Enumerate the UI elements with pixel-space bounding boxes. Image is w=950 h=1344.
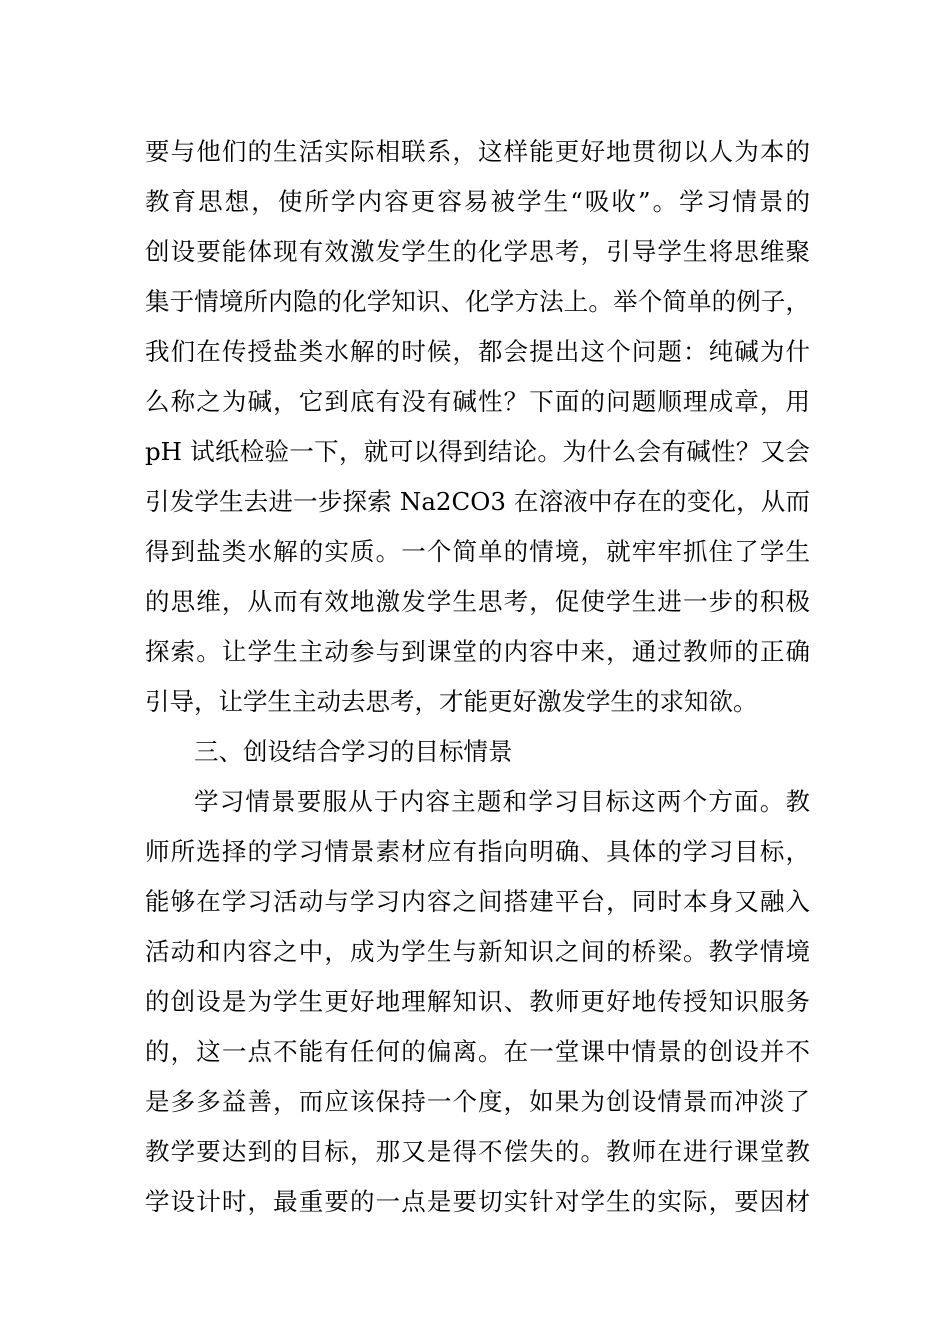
- text-line: 么称之为碱，它到底有没有碱性？下面的问题顺理成章，用: [145, 387, 810, 416]
- body-text: [145, 127, 810, 1227]
- text-line: 的，这一点不能有任何的偏离。在一堂课中情景的创设并不: [145, 1037, 810, 1066]
- paragraph-end-line: 引导，让学生主动去思考，才能更好激发学生的求知欲。: [145, 687, 758, 716]
- text-line: 能够在学习活动与学习内容之间搭建平台，同时本身又融入: [145, 887, 810, 916]
- section-heading: 三、创设结合学习的目标情景: [194, 737, 513, 766]
- text-line: 是多多益善，而应该保持一个度，如果为创设情景而冲淡了: [145, 1087, 810, 1116]
- text-line: 的思维，从而有效地激发学生思考，促使学生进一步的积极: [145, 587, 810, 616]
- text-line: 创设要能体现有效激发学生的化学思考，引导学生将思维聚: [145, 237, 810, 266]
- text-line: 集于情境所内隐的化学知识、化学方法上。举个简单的例子，: [145, 287, 810, 316]
- text-line: 学设计时，最重要的一点是要切实针对学生的实际，要因材: [145, 1187, 810, 1216]
- text-line: pH 试纸检验一下，就可以得到结论。为什么会有碱性？又会: [145, 437, 810, 466]
- text-line: 我们在传授盐类水解的时候，都会提出这个问题：纯碱为什: [145, 337, 810, 366]
- paragraph-first-line: 学习情景要服从于内容主题和学习目标这两个方面。教: [194, 787, 810, 816]
- text-line: 探索。让学生主动参与到课堂的内容中来，通过教师的正确: [145, 637, 810, 666]
- text-line: 的创设是为学生更好地理解知识、教师更好地传授知识服务: [145, 987, 810, 1016]
- text-line: 引发学生去进一步探索 Na2CO3 在溶液中存在的变化，从而: [145, 487, 810, 516]
- text-line: 得到盐类水解的实质。一个简单的情境，就牢牢抓住了学生: [145, 537, 810, 566]
- text-line: 要与他们的生活实际相联系，这样能更好地贯彻以人为本的: [145, 137, 810, 166]
- text-line: 教育思想，使所学内容更容易被学生“吸收”。学习情景的: [145, 187, 810, 216]
- text-line: 师所选择的学习情景素材应有指向明确、具体的学习目标，: [145, 837, 810, 866]
- text-line: 教学要达到的目标，那又是得不偿失的。教师在进行课堂教: [145, 1137, 810, 1166]
- text-line: 活动和内容之中，成为学生与新知识之间的桥梁。教学情境: [145, 937, 810, 966]
